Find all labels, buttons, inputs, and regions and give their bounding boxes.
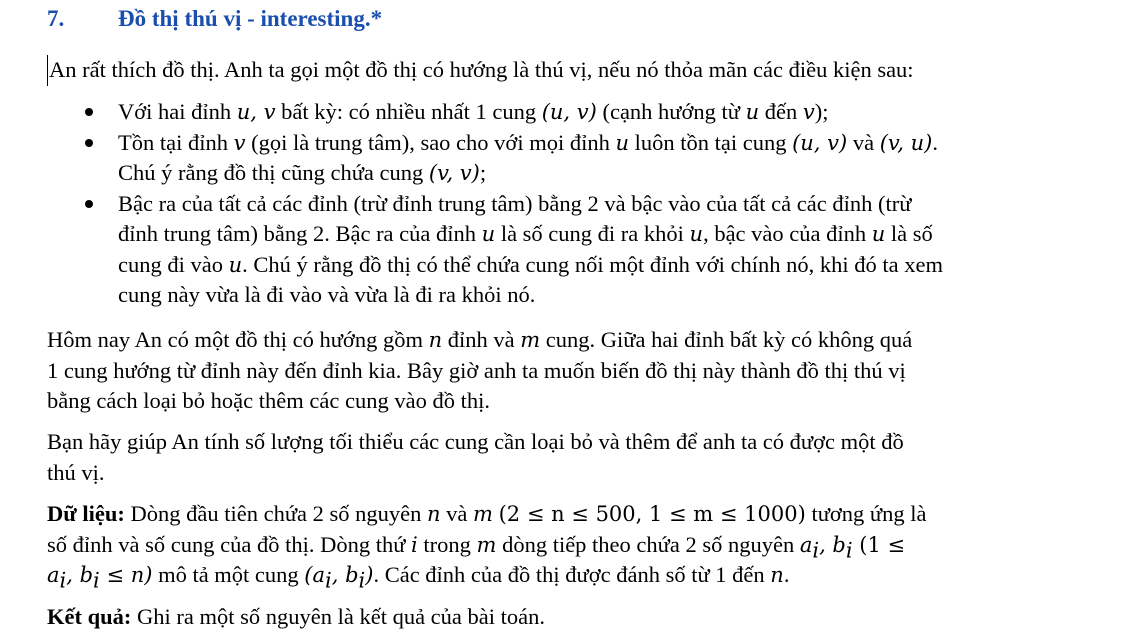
text-run: cung. Giữa hai đỉnh bất kỳ có không quá bbox=[540, 327, 913, 352]
subscript: i bbox=[93, 568, 100, 593]
text-run: ); bbox=[814, 99, 829, 124]
text-run: dòng tiếp theo chứa 2 số nguyên bbox=[496, 531, 800, 557]
math-run: , b bbox=[819, 532, 846, 557]
task-line-1 bbox=[47, 325, 1062, 356]
condition-3-line-3 bbox=[118, 250, 1143, 281]
input-line-2 bbox=[47, 530, 1062, 561]
text-run: , bậc vào của đỉnh bbox=[703, 221, 872, 246]
task-paragraph bbox=[47, 325, 1062, 417]
subscript: i bbox=[812, 538, 820, 562]
input-line-1 bbox=[47, 499, 1062, 530]
math-run: n bbox=[427, 502, 441, 526]
condition-item-2 bbox=[0, 128, 1143, 189]
text-run: mô tả một cung bbox=[152, 562, 305, 587]
math-run: v bbox=[233, 130, 246, 155]
condition-2-line-2 bbox=[118, 158, 1143, 189]
condition-item-1 bbox=[0, 97, 1143, 128]
math-run: a bbox=[799, 532, 813, 557]
request-paragraph bbox=[47, 427, 1062, 488]
problem-heading bbox=[47, 2, 382, 36]
math-run: u bbox=[228, 252, 243, 277]
bullet-icon bbox=[85, 200, 93, 208]
math-run: n bbox=[428, 328, 443, 352]
request-line-1: Bạn hãy giúp An tính số lượng tối thiểu các cung cần loại bỏ và thêm để anh ta có được một đồ bbox=[47, 429, 904, 454]
math-run: u bbox=[689, 222, 704, 246]
text-run: đến bbox=[759, 99, 803, 124]
intro-text: An rất thích đồ thị. Anh ta gọi một đồ thị có hướng là thú vị, nếu nó thỏa mãn các điều kiện sau: bbox=[47, 55, 1062, 86]
text-run: Chú ý rằng đồ thị cũng chứa cung bbox=[118, 160, 429, 185]
condition-3-line-4: cung này vừa là đi vào và vừa là đi ra khỏi nó. bbox=[118, 282, 536, 307]
bullet-icon bbox=[85, 108, 93, 116]
text-run: (cạnh hướng từ bbox=[596, 99, 746, 124]
math-run: (1 ≤ bbox=[852, 532, 906, 557]
text-run: . bbox=[783, 562, 790, 587]
text-run: Ghi ra một số nguyên là kết quả của bài toán. bbox=[131, 604, 546, 629]
problem-number: 7. bbox=[47, 6, 65, 31]
input-section bbox=[47, 499, 1062, 591]
text-run: Với hai đỉnh bbox=[118, 99, 237, 124]
input-label: Dữ liệu: bbox=[47, 501, 125, 526]
text-run: và bbox=[847, 129, 880, 155]
subscript: i bbox=[358, 568, 366, 593]
math-run: u, v bbox=[236, 100, 276, 124]
text-run: . Các đỉnh của đồ thị được đánh số từ 1 đến bbox=[373, 562, 771, 587]
output-section bbox=[47, 602, 1062, 633]
math-run: i bbox=[411, 532, 418, 557]
math-run: (a bbox=[304, 563, 326, 587]
math-run: u bbox=[871, 222, 886, 246]
text-run: tương ứng là bbox=[805, 501, 927, 526]
math-run: u bbox=[615, 130, 629, 155]
math-run: (u, v) bbox=[792, 130, 848, 155]
math-run: v bbox=[802, 100, 815, 124]
output-line bbox=[47, 602, 1062, 633]
math-run: (u, v) bbox=[541, 100, 597, 124]
condition-3-line-1: Bậc ra của tất cả các đỉnh (trừ đỉnh trung tâm) bằng 2 và bậc vào của tất cả các đỉnh (trừ bbox=[118, 190, 912, 216]
math-run: n bbox=[770, 563, 784, 587]
math-run: m bbox=[473, 502, 493, 526]
text-run: luôn tồn tại cung bbox=[628, 129, 793, 155]
text-run: ; bbox=[479, 160, 487, 185]
math-run: m bbox=[520, 328, 541, 352]
task-line-3: bằng cách loại bỏ hoặc thêm các cung vào đồ thị. bbox=[47, 388, 490, 413]
math-run: u bbox=[481, 222, 496, 246]
condition-2-line-1 bbox=[118, 128, 1143, 159]
text-run: đỉnh trung tâm) bằng 2. Bậc ra của đỉnh bbox=[118, 221, 482, 246]
text-run: và bbox=[440, 501, 474, 526]
math-run: ≤ n) bbox=[99, 563, 153, 587]
text-run: là số cung đi ra khỏi bbox=[495, 221, 690, 246]
math-run: m bbox=[476, 532, 497, 557]
bullet-icon bbox=[85, 139, 93, 147]
text-run: đỉnh và bbox=[442, 327, 521, 352]
text-run: trong bbox=[417, 531, 477, 557]
text-run: là số bbox=[885, 221, 933, 246]
request-line-2: thú vị. bbox=[47, 459, 105, 485]
text-run: số đỉnh và số cung của đồ thị. Dòng thứ bbox=[47, 531, 412, 557]
text-run: cung đi vào bbox=[118, 251, 229, 277]
text-run: . Chú ý rằng đồ thị có thể chứa cung nối một đỉnh với chính nó, khi đó ta xem bbox=[242, 251, 944, 277]
math-run: (v, v) bbox=[428, 161, 480, 185]
text-run: Dòng đầu tiên chứa 2 số nguyên bbox=[124, 501, 428, 526]
text-run: Tồn tại đỉnh bbox=[118, 129, 234, 155]
math-run: , b bbox=[66, 563, 94, 587]
text-run: (gọi là trung tâm), sao cho với mọi đỉnh bbox=[245, 129, 616, 155]
conditions-list bbox=[0, 97, 1143, 311]
math-run: a bbox=[47, 563, 60, 587]
text-run: Hôm nay An có một đồ thị có hướng gồm bbox=[47, 327, 429, 352]
subscript: i bbox=[325, 568, 332, 593]
text-run: . bbox=[932, 129, 938, 155]
condition-item-3 bbox=[0, 189, 1143, 311]
output-label: Kết quả: bbox=[47, 604, 132, 629]
math-run: u bbox=[745, 100, 760, 124]
condition-1-line bbox=[118, 97, 1143, 128]
math-run: (v, u) bbox=[879, 130, 933, 155]
subscript: i bbox=[59, 568, 67, 593]
math-run: , b bbox=[331, 563, 359, 587]
input-line-3 bbox=[47, 560, 1062, 591]
condition-3-line-2 bbox=[118, 219, 1143, 250]
problem-title: Đồ thị thú vị - interesting.* bbox=[118, 6, 383, 31]
subscript: i bbox=[845, 538, 853, 562]
task-line-2: 1 cung hướng từ đỉnh này đến đỉnh kia. Bây giờ anh ta muốn biến đồ thị này thành đồ thị thú vị bbox=[47, 357, 906, 383]
math-run: ) bbox=[365, 563, 374, 587]
constraint-math: (2 ≤ n ≤ 500, 1 ≤ m ≤ 1000) bbox=[498, 502, 806, 526]
text-run: bất kỳ: có nhiều nhất 1 cung bbox=[275, 99, 542, 124]
intro-paragraph bbox=[47, 55, 1062, 86]
